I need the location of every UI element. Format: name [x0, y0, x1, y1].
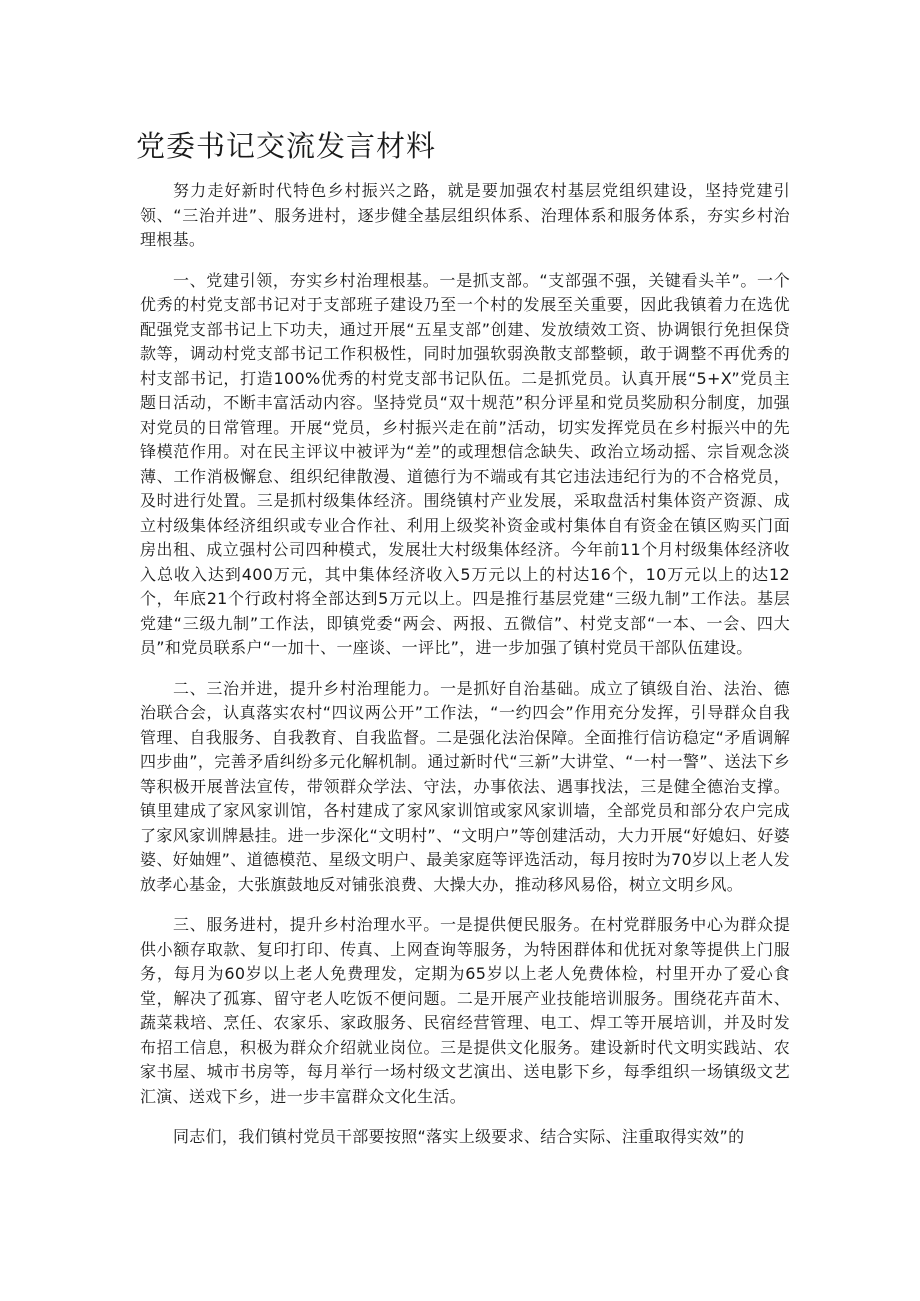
document-body: [140, 179, 790, 1166]
paragraph-section-3: 三、服务进村，提升乡村治理水平。一是提供便民服务。在村党群服务中心为群众提供小额存取款、复印打印、传真、上网查询等服务，为特困群体和优抚对象等提供上门服务，每月为60岁以上老人免费理发，定期为65岁以上老人免费体检，村里开办了爱心食堂，解决了孤寡、留守老人吃饭不便问题。二是开展产业技能培训服务。围绕花卉苗木、蔬菜栽培、烹任、农家乐、家政服务、民宿经营管理、电工、焊工等开展培训，并及时发布招工信息，积极为群众介绍就业岗位。三是提供文化服务。建设新时代文明实践站、农家书屋、城市书房等，每月举行一场村级文艺演出、送电影下乡，每季组织一场镇级文艺汇演、送戏下乡，进一步丰富群众文化生活。: [140, 915, 790, 1106]
paragraph-intro: 努力走好新时代特色乡村振兴之路，就是要加强农村基层党组织建设，坚持党建引领、“三治并进”、服务进村，逐步健全基层组织体系、治理体系和服务体系，夯实乡村治理根基。: [140, 181, 790, 249]
paragraph-section-1: 一、党建引领，夯实乡村治理根基。一是抓支部。“支部强不强，关键看头羊”。一个优秀的村党支部书记对于支部班子建设乃至一个村的发展至关重要，因此我镇着力在选优配强党支部书记上下功夫，通过开展“五星支部”创建、发放绩效工资、协调银行免担保贷款等，调动村党支部书记工作积极性，同时加强软弱涣散支部整顿，敢于调整不再优秀的村支部书记，打造100%优秀的村党支部书记队伍。二是抓党员。认真开展“5+X”党员主题日活动，不断丰富活动内容。坚持党员“双十规范”积分评星和党员奖励积分制度，加强对党员的日常管理。开展“党员，乡村振兴走在前”活动，切实发挥党员在乡村振兴中的先锋模范作用。对在民主评议中被评为“差”的或理想信念缺失、政治立场动摇、宗旨观念淡薄、工作消极懈怠、组织纪律散漫、道德行为不端或有其它违法违纪行为的不合格党员，及时进行处置。三是抓村级集体经济。围绕镇村产业发展，采取盘活村集体资产资源、成立村级集体经济组织或专业合作社、利用上级奖补资金或村集体自有资金在镇区购买门面房出租、成立强村公司四种模式，发展壮大村级集体经济。今年前11个月村级集体经济收入总收入达到400万元，其中集体经济收入5万元以上的村达16个，10万元以上的达12个，年底21个行政村将全部达到5万元以上。四是推行基层党建“三级九制”工作法。基层党建“三级九制”工作法，即镇党委“两会、两报、五微信”、村党支部“一本、一会、四大员”和党员联系户“一加十、一座谈、一评比”，进一步加强了镇村党员干部队伍建设。: [140, 270, 790, 657]
paragraph-section-2: 二、三治并进，提升乡村治理能力。一是抓好自治基础。成立了镇级自治、法治、德治联合会，认真落实农村“四议两公开”工作法，“一约四会”作用充分发挥，引导群众自我管理、自我服务、自我教育、自我监督。二是强化法治保障。全面推行信访稳定“矛盾调解四步曲”，完善矛盾纠纷多元化解机制。通过新时代“三新”大讲堂、“一村一警”、送法下乡等积极开展普法宣传，带领群众学法、守法，办事依法、遇事找法，三是健全德治支撑。镇里建成了家风家训馆，各村建成了家风家训馆或家风家训墙，全部党员和部分农户完成了家风家训牌悬挂。进一步深化“文明村”、“文明户”等创建活动，大力开展“好媳妇、好婆婆、好妯娌”、道德模范、星级文明户、最美家庭等评选活动，每月按时为70岁以上老人发放孝心基金，大张旗鼓地反对铺张浪费、大操大办，推动移风易俗，树立文明乡风。: [140, 678, 790, 894]
document-title: 党委书记交流发言材料: [136, 129, 437, 163]
paragraph-closing: 同志们，我们镇村党员干部要按照“落实上级要求、结合实际、注重取得实效”的: [173, 1127, 745, 1146]
